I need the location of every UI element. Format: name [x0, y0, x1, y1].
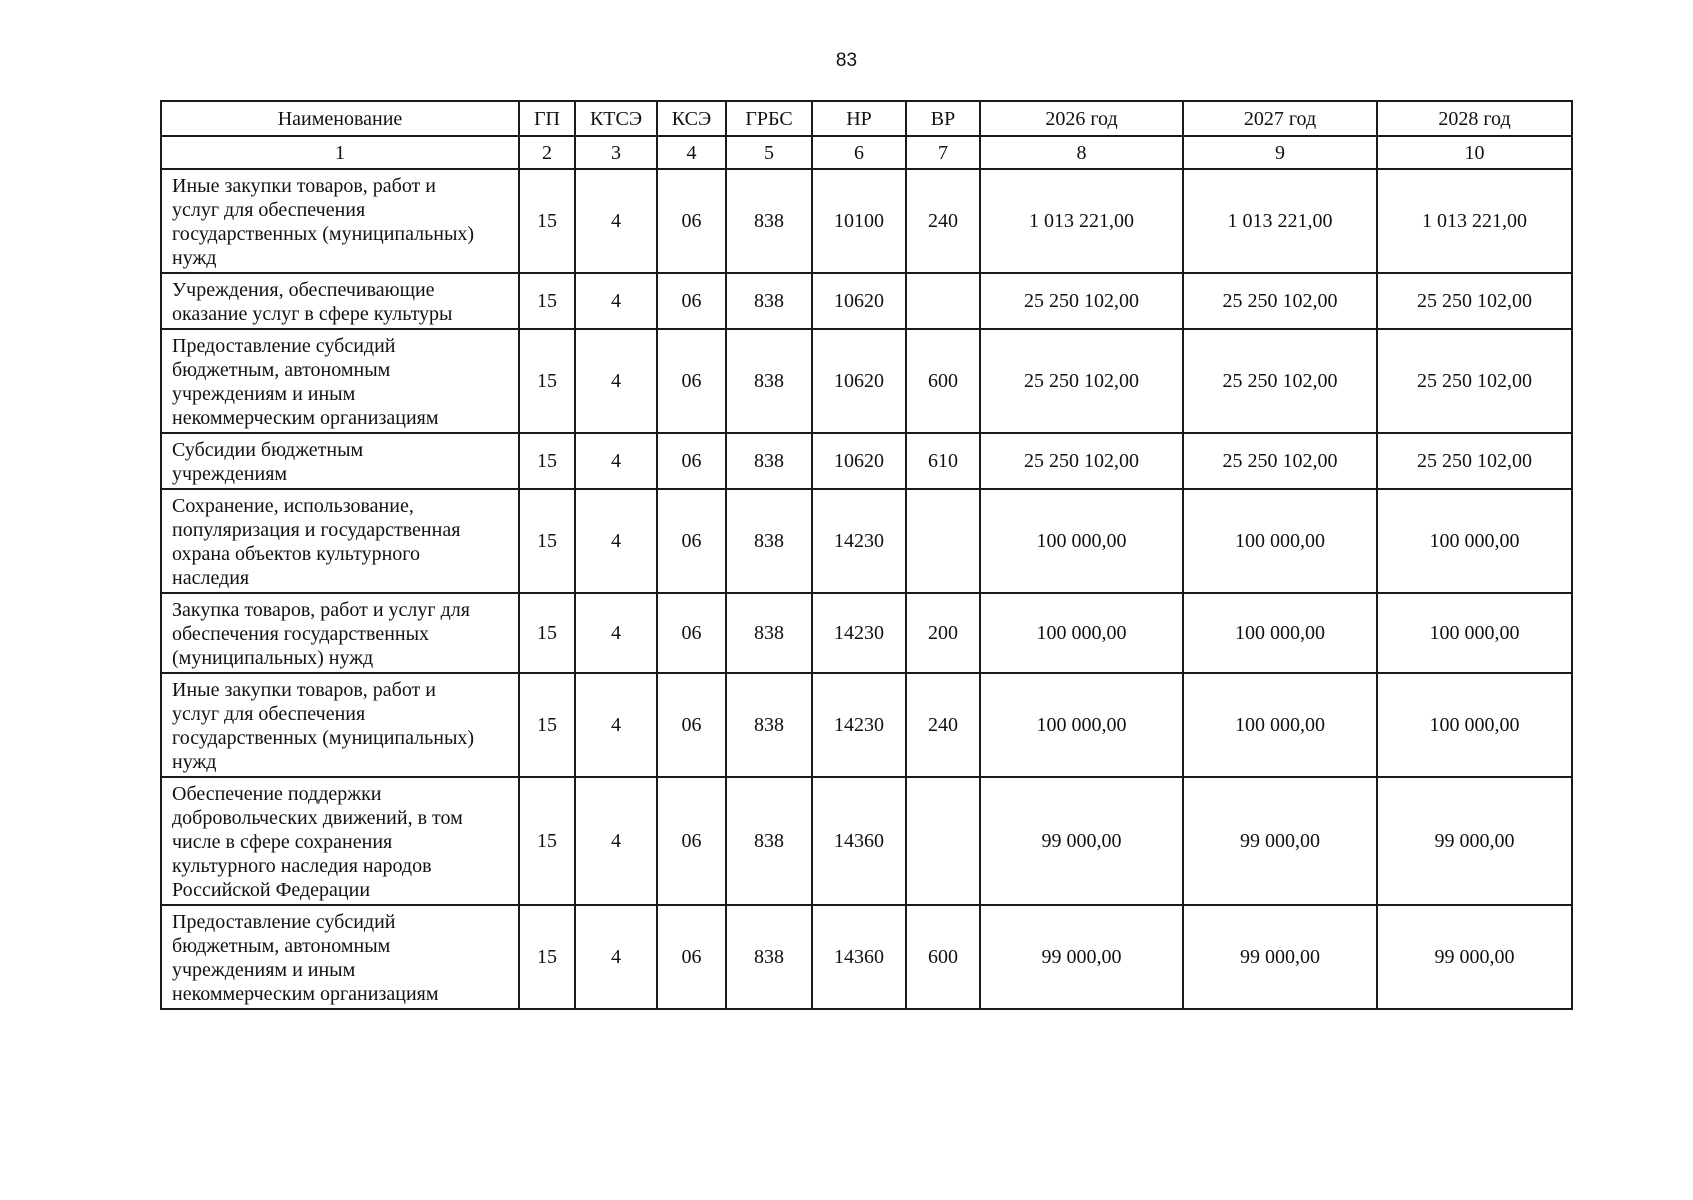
- name-line: Российской Федерации: [172, 879, 371, 901]
- name-line: добровольческих движений, в том: [172, 807, 463, 829]
- cell-kse: 06: [657, 273, 726, 329]
- col-number: 2: [519, 136, 575, 169]
- name-line: наследия: [172, 567, 250, 589]
- cell-amount-2027: 99 000,00: [1183, 777, 1377, 905]
- cell-amount-2026: 99 000,00: [980, 905, 1183, 1009]
- col-number: 4: [657, 136, 726, 169]
- cell-grbs: 838: [726, 777, 812, 905]
- name-line: Закупка товаров, работ и услуг для: [172, 599, 470, 621]
- name-line: Иные закупки товаров, работ и: [172, 679, 437, 701]
- cell-amount-2028: 99 000,00: [1377, 777, 1572, 905]
- cell-amount-2026: 1 013 221,00: [980, 169, 1183, 273]
- name-line: учреждениям и иным: [172, 959, 356, 981]
- cell-amount-2028: 25 250 102,00: [1377, 329, 1572, 433]
- cell-name: [161, 673, 519, 777]
- cell-nr: 14230: [812, 489, 906, 593]
- cell-amount-2028: 1 013 221,00: [1377, 169, 1572, 273]
- cell-amount-2027: 25 250 102,00: [1183, 273, 1377, 329]
- cell-gp: 15: [519, 489, 575, 593]
- cell-vr: [906, 273, 980, 329]
- cell-kse: 06: [657, 673, 726, 777]
- cell-ktse: 4: [575, 673, 657, 777]
- cell-vr: [906, 489, 980, 593]
- cell-amount-2026: 25 250 102,00: [980, 273, 1183, 329]
- cell-amount-2028: 25 250 102,00: [1377, 433, 1572, 489]
- cell-name: [161, 593, 519, 673]
- cell-nr: 14230: [812, 673, 906, 777]
- cell-amount-2027: 100 000,00: [1183, 673, 1377, 777]
- cell-amount-2028: 25 250 102,00: [1377, 273, 1572, 329]
- table-row: [161, 489, 1572, 593]
- cell-vr: 240: [906, 673, 980, 777]
- cell-grbs: 838: [726, 169, 812, 273]
- cell-amount-2027: 1 013 221,00: [1183, 169, 1377, 273]
- cell-name: [161, 169, 519, 273]
- col-number: 3: [575, 136, 657, 169]
- cell-ktse: 4: [575, 489, 657, 593]
- cell-amount-2028: 99 000,00: [1377, 905, 1572, 1009]
- cell-nr: 14360: [812, 777, 906, 905]
- table-row: [161, 433, 1572, 489]
- cell-vr: [906, 777, 980, 905]
- cell-gp: 15: [519, 273, 575, 329]
- col-header-2026: 2026 год: [980, 101, 1183, 136]
- cell-name: [161, 905, 519, 1009]
- col-header-2028: 2028 год: [1377, 101, 1572, 136]
- name-line: нужд: [172, 751, 217, 773]
- name-line: бюджетным, автономным: [172, 359, 391, 381]
- table-body: [161, 169, 1572, 1009]
- cell-nr: 14230: [812, 593, 906, 673]
- col-number: 10: [1377, 136, 1572, 169]
- cell-amount-2026: 25 250 102,00: [980, 433, 1183, 489]
- col-header-nr: НР: [812, 101, 906, 136]
- table-row: [161, 273, 1572, 329]
- name-line: оказание услуг в сфере культуры: [172, 303, 453, 325]
- name-line: Предоставление субсидий: [172, 911, 396, 933]
- cell-ktse: 4: [575, 905, 657, 1009]
- col-header-vr: ВР: [906, 101, 980, 136]
- name-line: услуг для обеспечения: [172, 199, 366, 221]
- col-header-ktse: КТСЭ: [575, 101, 657, 136]
- cell-grbs: 838: [726, 489, 812, 593]
- cell-gp: 15: [519, 905, 575, 1009]
- cell-ktse: 4: [575, 593, 657, 673]
- name-line: учреждениям и иным: [172, 383, 356, 405]
- cell-vr: 200: [906, 593, 980, 673]
- col-number: 7: [906, 136, 980, 169]
- name-line: культурного наследия народов: [172, 855, 432, 877]
- cell-grbs: 838: [726, 673, 812, 777]
- cell-nr: 10100: [812, 169, 906, 273]
- cell-nr: 10620: [812, 273, 906, 329]
- table-row: [161, 905, 1572, 1009]
- page-number: 83: [835, 50, 858, 71]
- col-header-kse: КСЭ: [657, 101, 726, 136]
- col-number: 5: [726, 136, 812, 169]
- table-row: [161, 329, 1572, 433]
- name-line: (муниципальных) нужд: [172, 647, 374, 669]
- name-line: числе в сфере сохранения: [172, 831, 393, 853]
- name-line: Обеспечение поддержки: [172, 783, 382, 805]
- cell-vr: 600: [906, 905, 980, 1009]
- cell-amount-2028: 100 000,00: [1377, 673, 1572, 777]
- cell-gp: 15: [519, 673, 575, 777]
- cell-name: [161, 329, 519, 433]
- cell-gp: 15: [519, 593, 575, 673]
- header-row: [161, 101, 1572, 136]
- cell-gp: 15: [519, 777, 575, 905]
- cell-kse: 06: [657, 593, 726, 673]
- cell-gp: 15: [519, 329, 575, 433]
- cell-vr: 610: [906, 433, 980, 489]
- name-line: бюджетным, автономным: [172, 935, 391, 957]
- name-line: некоммерческим организациям: [172, 407, 439, 429]
- cell-amount-2027: 25 250 102,00: [1183, 329, 1377, 433]
- cell-amount-2026: 99 000,00: [980, 777, 1183, 905]
- col-header-gp: ГП: [519, 101, 575, 136]
- cell-ktse: 4: [575, 433, 657, 489]
- name-line: Учреждения, обеспечивающие: [172, 279, 435, 301]
- name-line: некоммерческим организациям: [172, 983, 439, 1005]
- cell-nr: 14360: [812, 905, 906, 1009]
- col-header-2027: 2027 год: [1183, 101, 1377, 136]
- cell-amount-2026: 100 000,00: [980, 489, 1183, 593]
- cell-kse: 06: [657, 433, 726, 489]
- name-line: обеспечения государственных: [172, 623, 430, 645]
- name-line: государственных (муниципальных): [172, 727, 475, 749]
- cell-kse: 06: [657, 777, 726, 905]
- budget-table: [160, 100, 1573, 1010]
- cell-amount-2028: 100 000,00: [1377, 489, 1572, 593]
- col-header-name: Наименование: [161, 101, 519, 136]
- cell-amount-2026: 100 000,00: [980, 593, 1183, 673]
- name-line: государственных (муниципальных): [172, 223, 475, 245]
- cell-name: [161, 777, 519, 905]
- col-number: 9: [1183, 136, 1377, 169]
- name-line: охрана объектов культурного: [172, 543, 421, 565]
- cell-amount-2027: 100 000,00: [1183, 489, 1377, 593]
- cell-gp: 15: [519, 433, 575, 489]
- col-number: 6: [812, 136, 906, 169]
- table-row: [161, 593, 1572, 673]
- cell-ktse: 4: [575, 329, 657, 433]
- cell-vr: 600: [906, 329, 980, 433]
- cell-kse: 06: [657, 329, 726, 433]
- cell-ktse: 4: [575, 169, 657, 273]
- cell-name: [161, 489, 519, 593]
- name-line: Предоставление субсидий: [172, 335, 396, 357]
- table-row: [161, 673, 1572, 777]
- col-number: 8: [980, 136, 1183, 169]
- cell-amount-2028: 100 000,00: [1377, 593, 1572, 673]
- cell-ktse: 4: [575, 777, 657, 905]
- cell-name: [161, 433, 519, 489]
- col-header-grbs: ГРБС: [726, 101, 812, 136]
- name-line: услуг для обеспечения: [172, 703, 366, 725]
- cell-kse: 06: [657, 489, 726, 593]
- name-line: Сохранение, использование,: [172, 495, 414, 517]
- name-line: популяризация и государственная: [172, 519, 461, 541]
- table-row: [161, 169, 1572, 273]
- cell-kse: 06: [657, 905, 726, 1009]
- cell-amount-2027: 99 000,00: [1183, 905, 1377, 1009]
- name-line: Субсидии бюджетным: [172, 439, 364, 461]
- column-number-row: [161, 136, 1572, 169]
- cell-grbs: 838: [726, 329, 812, 433]
- cell-amount-2027: 25 250 102,00: [1183, 433, 1377, 489]
- name-line: нужд: [172, 247, 217, 269]
- cell-nr: 10620: [812, 433, 906, 489]
- cell-gp: 15: [519, 169, 575, 273]
- cell-vr: 240: [906, 169, 980, 273]
- cell-amount-2027: 100 000,00: [1183, 593, 1377, 673]
- cell-grbs: 838: [726, 433, 812, 489]
- cell-grbs: 838: [726, 273, 812, 329]
- cell-nr: 10620: [812, 329, 906, 433]
- cell-amount-2026: 25 250 102,00: [980, 329, 1183, 433]
- cell-kse: 06: [657, 169, 726, 273]
- cell-grbs: 838: [726, 905, 812, 1009]
- cell-grbs: 838: [726, 593, 812, 673]
- col-number: 1: [161, 136, 519, 169]
- cell-ktse: 4: [575, 273, 657, 329]
- name-line: Иные закупки товаров, работ и: [172, 175, 437, 197]
- cell-amount-2026: 100 000,00: [980, 673, 1183, 777]
- name-line: учреждениям: [172, 463, 288, 485]
- table-row: [161, 777, 1572, 905]
- cell-name: [161, 273, 519, 329]
